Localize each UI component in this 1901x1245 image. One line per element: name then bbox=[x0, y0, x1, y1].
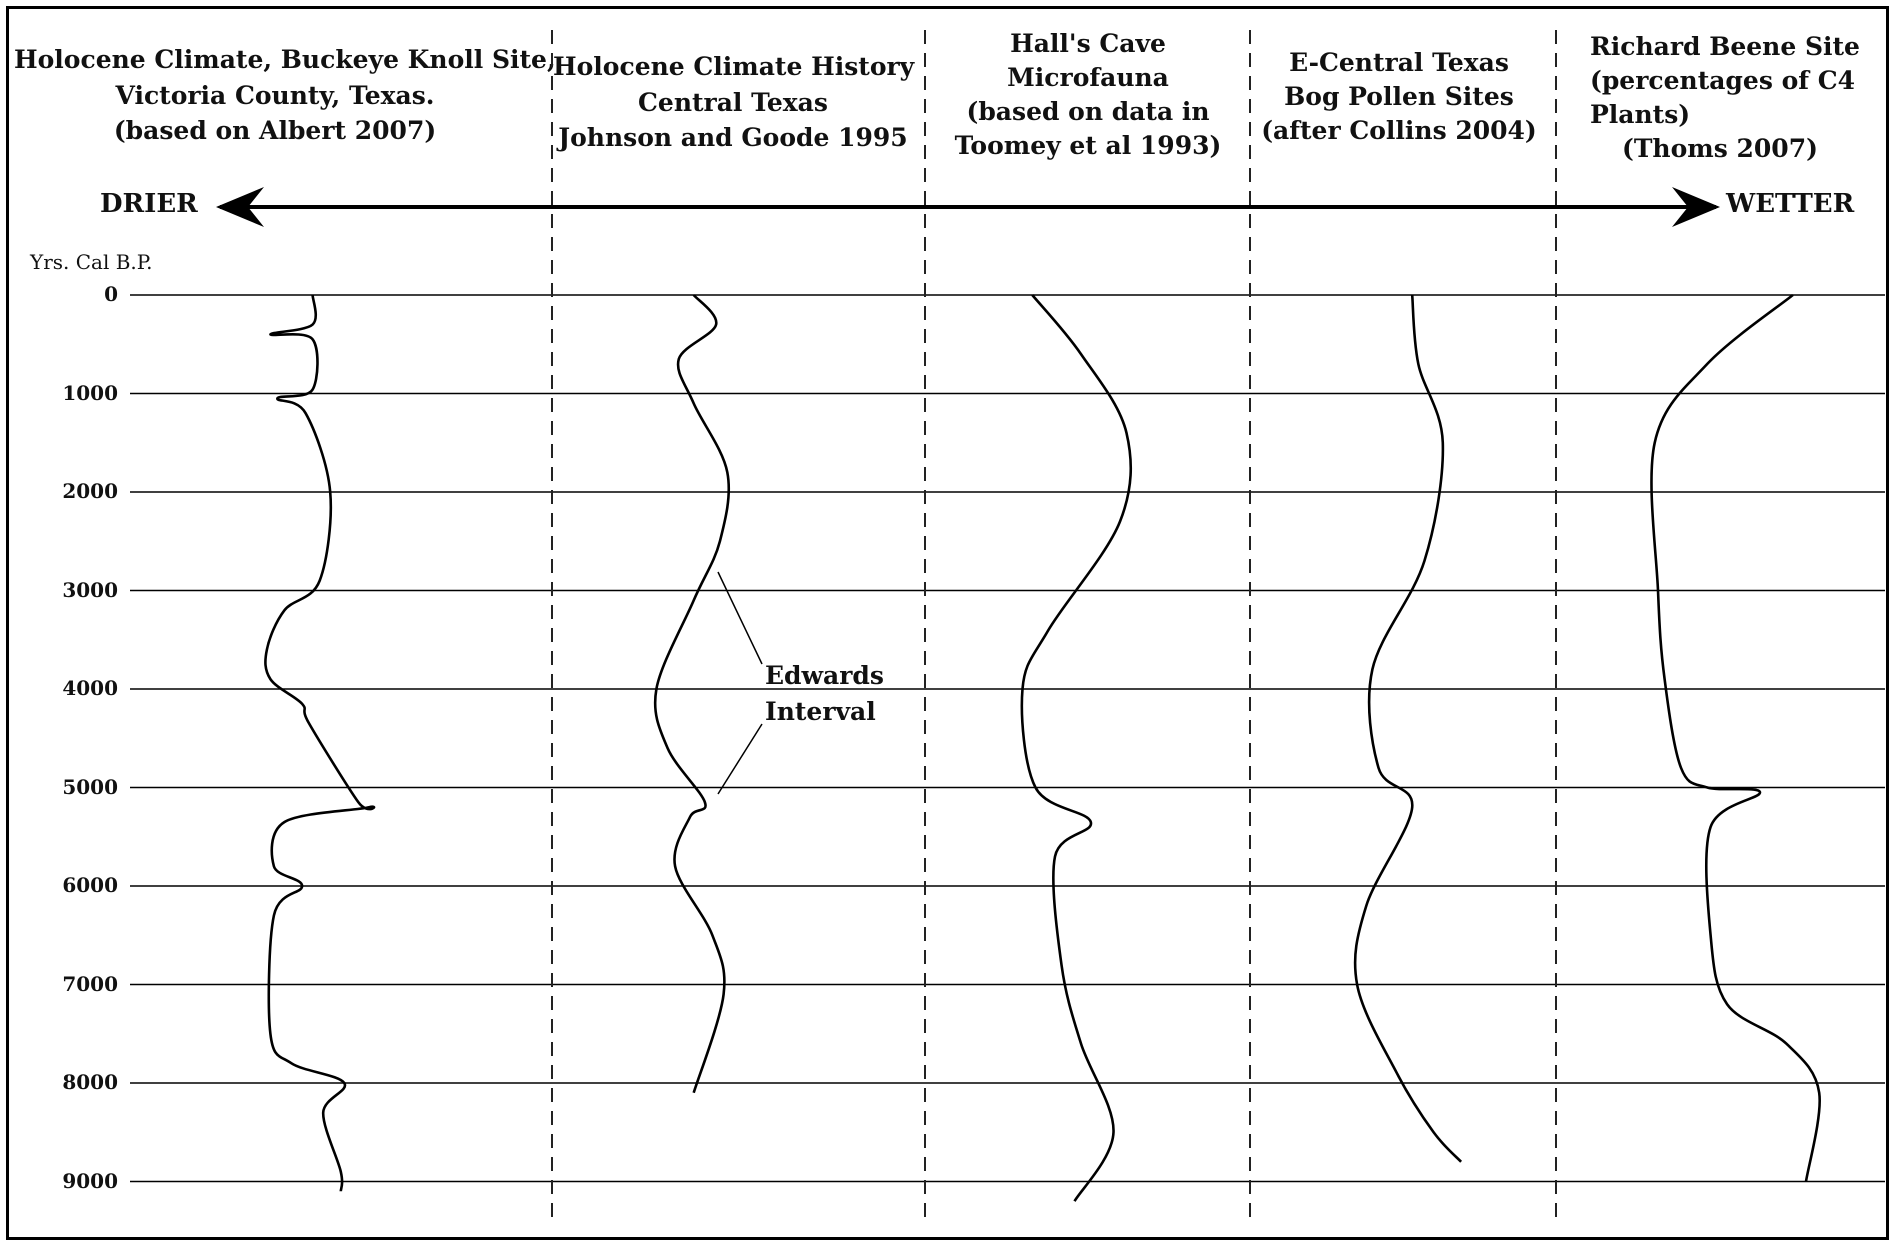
series-line-4 bbox=[1355, 295, 1461, 1162]
y-tick-label: 6000 bbox=[62, 873, 118, 897]
annotation-line: Edwards bbox=[765, 661, 884, 690]
panel-title-line: Microfauna bbox=[1007, 63, 1169, 92]
series-line-2 bbox=[655, 295, 729, 1093]
y-tick-label: 2000 bbox=[62, 479, 118, 503]
y-tick-label: 1000 bbox=[62, 380, 118, 405]
panel-title-line: Johnson and Goode 1995 bbox=[558, 123, 908, 152]
y-tick-label: 5000 bbox=[62, 774, 118, 799]
y-tick-label: 3000 bbox=[62, 577, 118, 602]
panel-title-line: (percentages of C4 bbox=[1590, 66, 1856, 95]
panel-title-line: (based on data in bbox=[966, 97, 1210, 126]
y-tick-label: 7000 bbox=[62, 971, 118, 996]
panel-title-line: Toomey et al 1993) bbox=[954, 131, 1222, 160]
series-line-5 bbox=[1651, 295, 1819, 1182]
panel-title-line: (based on Albert 2007) bbox=[113, 116, 437, 145]
panel-title-line: Bog Pollen Sites bbox=[1284, 82, 1514, 111]
y-tick-label: 9000 bbox=[62, 1168, 118, 1193]
panel-title-line: Victoria County, Texas. bbox=[115, 80, 435, 110]
panel-title-line: E-Central Texas bbox=[1289, 48, 1509, 77]
panel-title-line: Hall's Cave bbox=[1010, 29, 1166, 58]
annotation-leader-line bbox=[718, 724, 762, 794]
panel-title-line: Holocene Climate, Buckeye Knoll Site, bbox=[14, 45, 556, 74]
wetter-label: WETTER bbox=[1726, 189, 1855, 219]
annotation-leader-line bbox=[718, 572, 762, 664]
series-line-1 bbox=[265, 295, 374, 1191]
drier-label: DRIER bbox=[100, 189, 198, 219]
annotation-line: Interval bbox=[765, 697, 876, 727]
panel-title-line: Richard Beene Site bbox=[1590, 32, 1860, 61]
panel-title-line: Central Texas bbox=[638, 87, 828, 117]
panel-title-line: Plants) bbox=[1590, 100, 1691, 129]
y-tick-label: 8000 bbox=[62, 1070, 118, 1094]
y-tick-label: 4000 bbox=[62, 676, 118, 700]
panel-title-line: (Thoms 2007) bbox=[1622, 134, 1818, 163]
panel-title-line: (after Collins 2004) bbox=[1261, 116, 1537, 145]
y-axis-label: Yrs. Cal B.P. bbox=[30, 250, 153, 274]
y-tick-label: 0 bbox=[104, 282, 118, 306]
series-line-3 bbox=[1022, 295, 1131, 1201]
panel-title-line: Holocene Climate History bbox=[553, 52, 915, 81]
